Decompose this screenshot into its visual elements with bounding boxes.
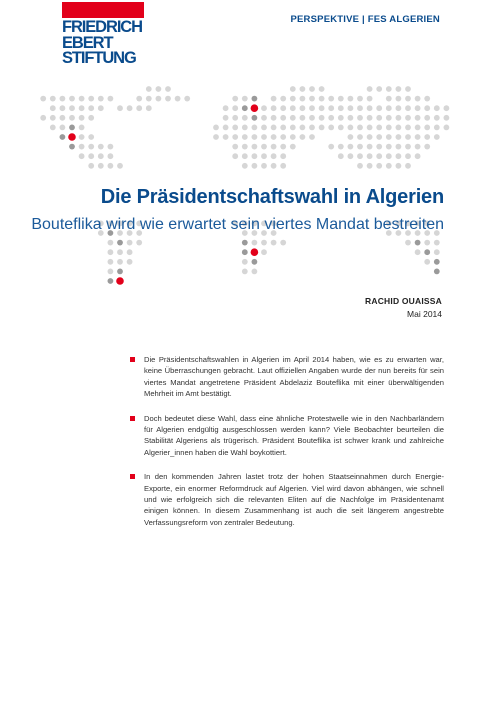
map-dot — [357, 125, 363, 131]
map-dot — [280, 96, 286, 102]
map-dot — [271, 153, 277, 159]
map-dot — [309, 134, 315, 140]
map-dot — [242, 115, 248, 121]
map-dot — [357, 134, 363, 140]
map-dot — [108, 278, 114, 284]
map-dot — [405, 105, 411, 111]
map-dot — [184, 96, 190, 102]
map-dot — [367, 144, 373, 150]
map-dot — [232, 153, 238, 159]
map-dot — [98, 105, 104, 111]
map-dot — [88, 163, 94, 169]
map-dot — [386, 96, 392, 102]
map-dot — [117, 105, 123, 111]
map-dot — [348, 105, 354, 111]
map-dot — [444, 105, 450, 111]
map-dot — [290, 96, 296, 102]
map-dot — [396, 153, 402, 159]
map-dot — [108, 144, 114, 150]
map-dot — [127, 240, 133, 246]
map-dot — [232, 134, 238, 140]
map-dot — [146, 96, 152, 102]
map-dot — [357, 105, 363, 111]
map-dot — [261, 115, 267, 121]
map-dot — [386, 115, 392, 121]
map-dot — [405, 125, 411, 131]
map-dot — [88, 144, 94, 150]
map-dot — [319, 96, 325, 102]
map-dot — [396, 86, 402, 92]
map-dot — [242, 240, 248, 246]
map-dot — [415, 144, 421, 150]
map-dot — [60, 125, 66, 131]
map-dot — [136, 96, 142, 102]
map-dot — [261, 144, 267, 150]
map-dot — [242, 269, 248, 275]
map-dot — [146, 86, 152, 92]
map-dot — [319, 86, 325, 92]
map-dot — [50, 115, 56, 121]
map-dot — [328, 144, 334, 150]
map-dot — [405, 144, 411, 150]
map-dot — [146, 105, 152, 111]
map-dot — [367, 134, 373, 140]
map-dot — [88, 115, 94, 121]
summary-item — [130, 354, 444, 400]
map-dot — [232, 96, 238, 102]
map-dot — [79, 96, 85, 102]
map-dot — [242, 96, 248, 102]
map-dot — [357, 144, 363, 150]
map-dot — [242, 144, 248, 150]
summary-text: Die Präsidentschaftswahlen in Algerien im April 2014 haben, wie es zu erwarten war, keine Überraschungen gebracht. Laut offiziellen Angaben wurde der nun bereits für sein viertes Mandat angetretene Präsident Abdelaziz Bouteflika mit einer überwältigenden Mehrheit im Amt bestätigt. — [144, 355, 444, 399]
map-dot — [434, 269, 440, 275]
map-dot — [117, 240, 123, 246]
map-dot — [328, 125, 334, 131]
map-dot — [415, 153, 421, 159]
map-dot — [117, 259, 123, 265]
map-dot — [367, 125, 373, 131]
map-dot — [367, 105, 373, 111]
map-dot — [434, 240, 440, 246]
map-dot — [88, 134, 94, 140]
map-dot — [252, 163, 258, 169]
map-dot — [252, 134, 258, 140]
map-dot — [338, 96, 344, 102]
map-dot — [386, 105, 392, 111]
map-dot — [376, 163, 382, 169]
summary-item — [130, 413, 444, 459]
map-dot — [117, 249, 123, 255]
map-dot — [280, 134, 286, 140]
map-dot — [50, 96, 56, 102]
map-dot — [434, 105, 440, 111]
map-dot — [328, 105, 334, 111]
map-dot — [309, 125, 315, 131]
map-dot — [376, 105, 382, 111]
map-dot — [117, 269, 123, 275]
map-dot — [367, 86, 373, 92]
map-dot — [252, 153, 258, 159]
map-dot — [415, 134, 421, 140]
map-dot — [252, 259, 258, 265]
red-bullet-icon — [130, 474, 135, 479]
map-dot — [415, 115, 421, 121]
fes-logo — [62, 20, 142, 67]
map-dot — [367, 163, 373, 169]
map-dot — [261, 240, 267, 246]
map-dot — [290, 134, 296, 140]
map-dot — [271, 163, 277, 169]
map-dot — [98, 163, 104, 169]
map-dot — [88, 105, 94, 111]
map-dot — [69, 96, 75, 102]
map-dot — [280, 115, 286, 121]
map-dot — [338, 153, 344, 159]
map-dot — [175, 96, 181, 102]
map-dot — [127, 105, 133, 111]
map-dot — [424, 96, 430, 102]
map-dot — [357, 153, 363, 159]
map-dot — [444, 115, 450, 121]
map-dot — [424, 115, 430, 121]
map-dot — [444, 125, 450, 131]
map-dot — [223, 115, 229, 121]
map-dot — [386, 134, 392, 140]
map-dot — [290, 125, 296, 131]
map-dot — [60, 134, 66, 140]
map-dot — [319, 125, 325, 131]
map-dot — [79, 125, 85, 131]
map-dot — [376, 144, 382, 150]
map-dot — [127, 249, 133, 255]
map-dot — [424, 105, 430, 111]
map-dot — [348, 134, 354, 140]
map-dot — [405, 163, 411, 169]
map-dot — [98, 144, 104, 150]
map-dot — [348, 144, 354, 150]
logo-line-3: STIFTUNG — [62, 49, 136, 67]
map-dot — [357, 163, 363, 169]
map-dot — [261, 163, 267, 169]
map-dot — [415, 96, 421, 102]
map-dot — [319, 115, 325, 121]
map-dot — [232, 125, 238, 131]
map-dot — [223, 125, 229, 131]
map-dot — [434, 134, 440, 140]
map-dot — [338, 105, 344, 111]
map-dot — [424, 249, 430, 255]
map-dot — [328, 96, 334, 102]
map-dot — [252, 269, 258, 275]
map-dot — [79, 153, 85, 159]
map-dot — [376, 115, 382, 121]
map-dot — [415, 249, 421, 255]
map-dot — [338, 125, 344, 131]
red-bullet-icon — [130, 357, 135, 362]
map-dot — [232, 144, 238, 150]
map-dot — [386, 153, 392, 159]
map-dot — [424, 134, 430, 140]
map-dot — [271, 96, 277, 102]
map-dot — [348, 125, 354, 131]
map-dot — [300, 86, 306, 92]
map-dot — [271, 115, 277, 121]
map-dot — [280, 240, 286, 246]
map-dot — [252, 240, 258, 246]
map-dot — [261, 153, 267, 159]
logo-line-1: FRIEDRICH — [62, 18, 142, 36]
map-dot — [40, 96, 46, 102]
map-dot — [309, 115, 315, 121]
map-dot — [271, 144, 277, 150]
map-dot — [261, 249, 267, 255]
map-dot — [108, 249, 114, 255]
map-dot — [242, 105, 248, 111]
map-dot — [300, 96, 306, 102]
map-dot — [252, 96, 258, 102]
map-dot — [242, 259, 248, 265]
map-dot — [290, 105, 296, 111]
map-dot — [242, 249, 248, 255]
map-dot-highlight — [116, 277, 124, 285]
map-dot — [108, 240, 114, 246]
map-dot — [290, 144, 296, 150]
map-dot — [280, 125, 286, 131]
map-dot — [88, 96, 94, 102]
map-dot — [424, 259, 430, 265]
logo-red-bar — [62, 2, 144, 18]
map-dot — [376, 153, 382, 159]
map-dot — [242, 163, 248, 169]
map-dot — [396, 163, 402, 169]
map-dot — [396, 134, 402, 140]
map-dot — [40, 115, 46, 121]
map-dot — [108, 96, 114, 102]
map-dot — [348, 153, 354, 159]
map-dot — [300, 134, 306, 140]
map-dot — [69, 115, 75, 121]
map-dot — [300, 115, 306, 121]
map-dot — [69, 144, 75, 150]
document-subtitle: Bouteflika wird wie erwartet sein viertes Mandat bestreiten — [31, 216, 444, 233]
map-dot-highlight — [251, 248, 259, 256]
map-dot — [405, 96, 411, 102]
map-dot — [108, 163, 114, 169]
author-block — [365, 295, 442, 321]
publication-date: Mai 2014 — [407, 309, 442, 319]
map-dot — [79, 115, 85, 121]
map-dot — [108, 259, 114, 265]
map-dot — [348, 115, 354, 121]
map-dot — [165, 96, 171, 102]
map-dot — [117, 163, 123, 169]
map-dot — [348, 96, 354, 102]
map-dot — [223, 105, 229, 111]
map-dot — [434, 259, 440, 265]
map-dot — [213, 125, 219, 131]
map-dot — [60, 115, 66, 121]
map-dot — [357, 115, 363, 121]
map-dot — [271, 125, 277, 131]
map-dot — [396, 144, 402, 150]
map-dot — [271, 105, 277, 111]
map-dot — [290, 86, 296, 92]
map-dot — [328, 115, 334, 121]
map-dot — [386, 125, 392, 131]
map-dot — [252, 125, 258, 131]
map-dot — [280, 153, 286, 159]
map-dot — [367, 115, 373, 121]
logo-line-2: EBERT — [62, 33, 113, 52]
map-dot — [434, 125, 440, 131]
map-dot — [424, 240, 430, 246]
red-bullet-icon — [130, 416, 135, 421]
map-dot — [69, 105, 75, 111]
map-dot — [280, 144, 286, 150]
map-dot — [60, 105, 66, 111]
map-dot — [405, 86, 411, 92]
map-dot — [396, 105, 402, 111]
map-dot — [50, 125, 56, 131]
map-dot — [405, 134, 411, 140]
map-dot — [396, 115, 402, 121]
map-dot — [136, 240, 142, 246]
map-dot — [165, 86, 171, 92]
map-dot — [386, 86, 392, 92]
document-title: Die Präsidentschaftswahl in Algerien — [100, 186, 444, 208]
map-dot — [242, 125, 248, 131]
map-dot — [300, 105, 306, 111]
map-dot — [367, 96, 373, 102]
map-dot — [415, 240, 421, 246]
map-dot — [252, 115, 258, 121]
map-dot — [79, 144, 85, 150]
map-dot — [156, 86, 162, 92]
map-dot — [405, 240, 411, 246]
map-dot — [338, 144, 344, 150]
map-dot — [367, 153, 373, 159]
map-dot — [290, 115, 296, 121]
map-dot — [232, 115, 238, 121]
map-dot — [405, 115, 411, 121]
map-dot — [213, 134, 219, 140]
map-dot — [60, 96, 66, 102]
map-dot — [405, 153, 411, 159]
map-dot — [156, 96, 162, 102]
map-dot — [434, 115, 440, 121]
map-dot — [396, 96, 402, 102]
summary-list — [130, 354, 444, 541]
map-dot — [415, 125, 421, 131]
map-dot — [376, 86, 382, 92]
map-dot — [424, 125, 430, 131]
map-dot — [309, 96, 315, 102]
map-dot — [309, 105, 315, 111]
map-dot — [280, 105, 286, 111]
map-dot — [319, 105, 325, 111]
map-dot — [79, 105, 85, 111]
map-dot — [88, 153, 94, 159]
series-label: PERSPEKTIVE | FES ALGERIEN — [290, 14, 440, 25]
map-dot — [98, 96, 104, 102]
map-dot — [223, 134, 229, 140]
map-dot — [396, 125, 402, 131]
map-dot — [261, 134, 267, 140]
map-dot — [108, 269, 114, 275]
map-dot — [242, 153, 248, 159]
map-dot-highlight — [68, 133, 76, 141]
map-dot — [50, 105, 56, 111]
map-dot — [79, 134, 85, 140]
map-dot — [376, 125, 382, 131]
map-dot — [434, 249, 440, 255]
map-dot — [338, 115, 344, 121]
map-dot — [252, 144, 258, 150]
summary-text: Doch bedeutet diese Wahl, dass eine ähnliche Protestwelle wie in den Nachbarländern für Algerien endgültig ausgeschlossen werden kann? Viele Beobachter beurteilen die Stabilität Algeriens als trügerisch. Präsident Bouteflika ist schwer krank und zahlreiche Algerier_innen haben die Wahl boykottiert. — [144, 413, 444, 457]
map-dot — [242, 134, 248, 140]
map-dot — [232, 105, 238, 111]
map-dot — [386, 163, 392, 169]
map-dot — [261, 125, 267, 131]
map-dot — [300, 125, 306, 131]
summary-item — [130, 471, 444, 528]
map-dot — [108, 153, 114, 159]
map-dot — [261, 105, 267, 111]
map-dot-highlight — [251, 104, 259, 112]
map-dot — [69, 125, 75, 131]
map-dot — [280, 163, 286, 169]
author-name: RACHID OUAISSA — [365, 296, 442, 306]
map-dot — [376, 134, 382, 140]
map-dot — [271, 134, 277, 140]
summary-text: In den kommenden Jahren lastet trotz der hohen Staatseinnahmen durch Energie-Exporte, ein enormer Reformdruck auf Algerien. Viel wird davon abhängen, wie schnell und wie erfolgreich sich die relevanten Eliten auf die Nachfolge im Präsidentenamt einigen können. In diesem Zusammenhang ist auch die seit längerem angestrebte Verfassungsreform von zentraler Bedeutung. — [144, 472, 444, 527]
map-dot — [271, 240, 277, 246]
map-dot — [127, 259, 133, 265]
map-dot — [415, 105, 421, 111]
map-dot — [98, 153, 104, 159]
map-dot — [357, 96, 363, 102]
map-dot — [386, 144, 392, 150]
map-dot — [424, 144, 430, 150]
map-dot — [136, 105, 142, 111]
map-dot — [309, 86, 315, 92]
